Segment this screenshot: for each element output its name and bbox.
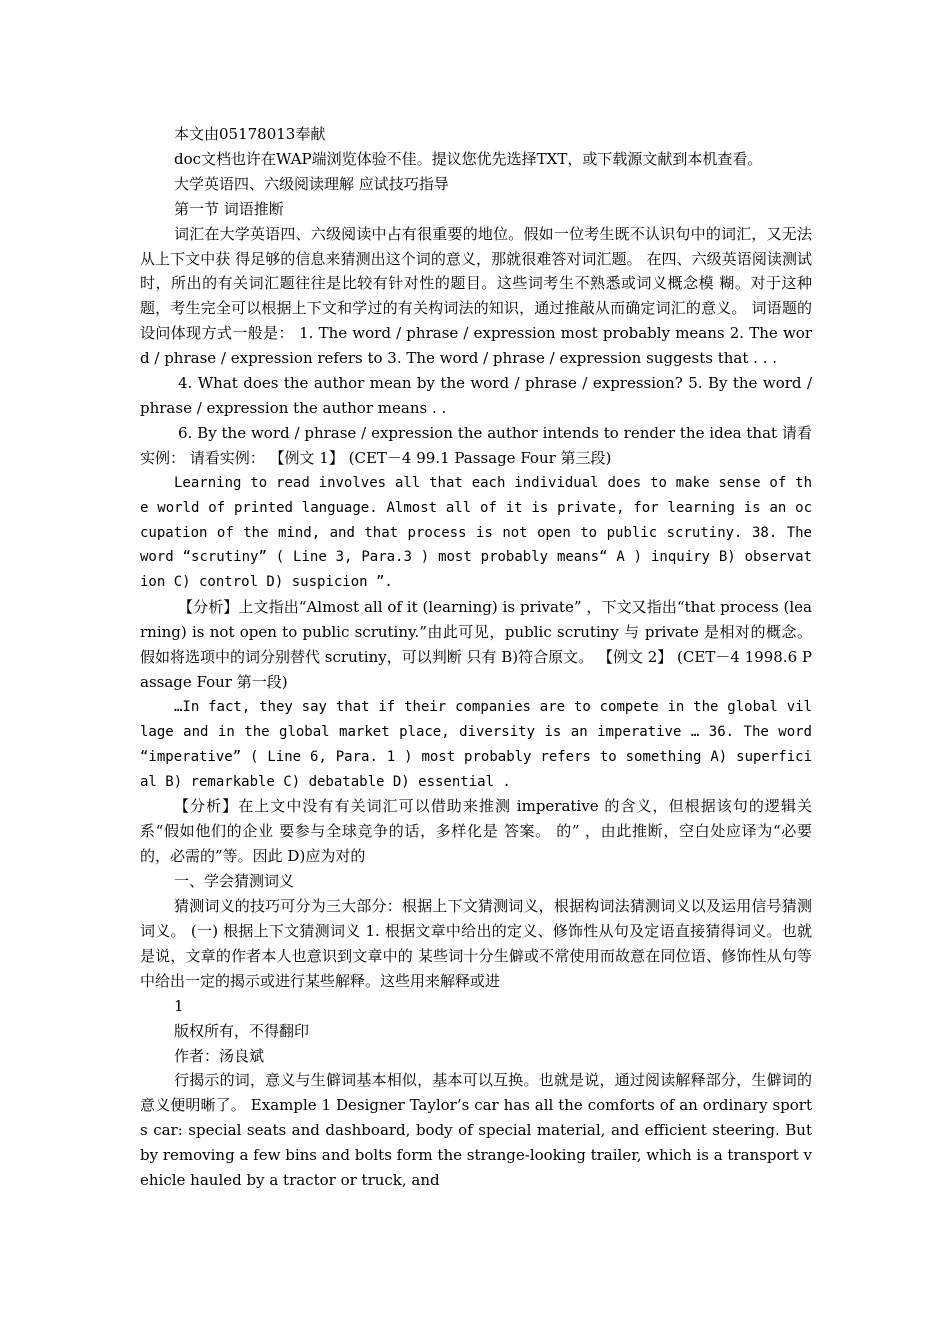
body-paragraph-example-heading: 6. By the word / phrase / expression the author intends to render the idea that 请看实例： 请看实例： 【例文 1】 (CET－4 99.1 Passage Four 第三段) [140, 423, 812, 467]
contributor-line: 本文由05178013奉献 [174, 125, 326, 143]
author-line: 作者：汤良斌 [174, 1046, 265, 1065]
document-page [140, 122, 812, 1193]
subsection-heading: 一、学会猜测词义 [174, 872, 295, 891]
body-paragraph-intro: 词汇在大学英语四、六级阅读中占有很重要的地位。假如一位考生既不认识句中的词汇，又无法从上下文中获 得足够的信息来猜测出这个词的意义，那就很难答对词汇题。 在四、六级英语阅读测试时，所出的有关词汇题往往是比较有针对性的题目。这些词考生不熟悉或词义概念模 糊。对于这种题，考生完全可以根据上下文和学过的有关构词法的知识，通过推敲从而确定词汇的意义。 词语题的设问体现方式一般是： 1. The word / phrase / expression most probably means 2. The word / phrase / expression refers to 3. The word / phrase / expression suggests that . . . [140, 224, 812, 368]
example-1-analysis: 【分析】上文指出“Almost all of it (learning) is private” ，下文又指出“that process (learning) is not open to public scrutiny.”由此可见，public scrutiny 与 private 是相对的概念。假如将选项中的词分别替代 scrutiny，可以判断 只有 B)符合原文。 【例文 2】 (CET－4 1998.6 Passage Four 第一段) [140, 598, 812, 691]
download-notice: doc文档也许在WAP端浏览体验不佳。提议您优先选择TXT，或下载源文献到本机查看。 [174, 149, 763, 168]
example-2-analysis: 【分析】在上文中没有有关词汇可以借助来推测 imperative 的含义，但根据该句的逻辑关系“假如他们的企业 要参与全球竞争的话，多样化是 答案。 的” ，由此推断，空白处应译为“必要的，必需的”等。因此 D)应为对的 [140, 797, 812, 866]
body-paragraph-continued: 行揭示的词，意义与生僻词基本相似，基本可以互换。也就是说，通过阅读解释部分，生僻词的意义便明晰了。 Example 1 Designer Taylor’s car has all the comforts of an ordinary sports car: special seats and dashboard, body of special material, and efficient steering. But by removing a few bins and bolts form the strange-looking trailer, which is a transport vehicle hauled by a tractor or truck, and [140, 1071, 812, 1190]
example-1-passage: Learning to read involves all that each individual does to make sense of the world of printed language. Almost all of it is private, for learning is an occupation of the mind, and that process is not open to public scrutiny. 38. The word “scrutiny” ( Line 3, Para.3 ) most probably means“ A ) inquiry B) observation C) control D) suspicion ”. [140, 474, 812, 591]
copyright-line: 版权所有，不得翻印 [174, 1021, 310, 1040]
example-2-passage: …In fact, they say that if their companies are to compete in the global village and in the global market place, diversity is an imperative … 36. The word “imperative” ( Line 6, Para. 1 ) most probably refers to something A) superficial B) remarkable C) debatable D) essential . [140, 698, 812, 790]
body-paragraph-question-forms: 4. What does the author mean by the word / phrase / expression? 5. By the word / phrase / expression the author means . . [140, 374, 812, 417]
body-paragraph-techniques: 猜测词义的技巧可分为三大部分：根据上下文猜测词义，根据构词法猜测词义以及运用信号猜测词义。 (一) 根据上下文猜测词义 1. 根据文章中给出的定义、修饰性从句及定语直接猜得词义。也就是说，文章的作者本人也意识到文章中的 某些词十分生僻或不常使用而故意在同位语、修饰性从句等中给出一定的揭示或进行某些解释。这些用来解释或进 [140, 897, 812, 990]
section-heading: 第一节 词语推断 [174, 199, 284, 218]
document-title: 大学英语四、六级阅读理解 应试技巧指导 [174, 174, 449, 193]
page-number: 1 [174, 996, 184, 1015]
